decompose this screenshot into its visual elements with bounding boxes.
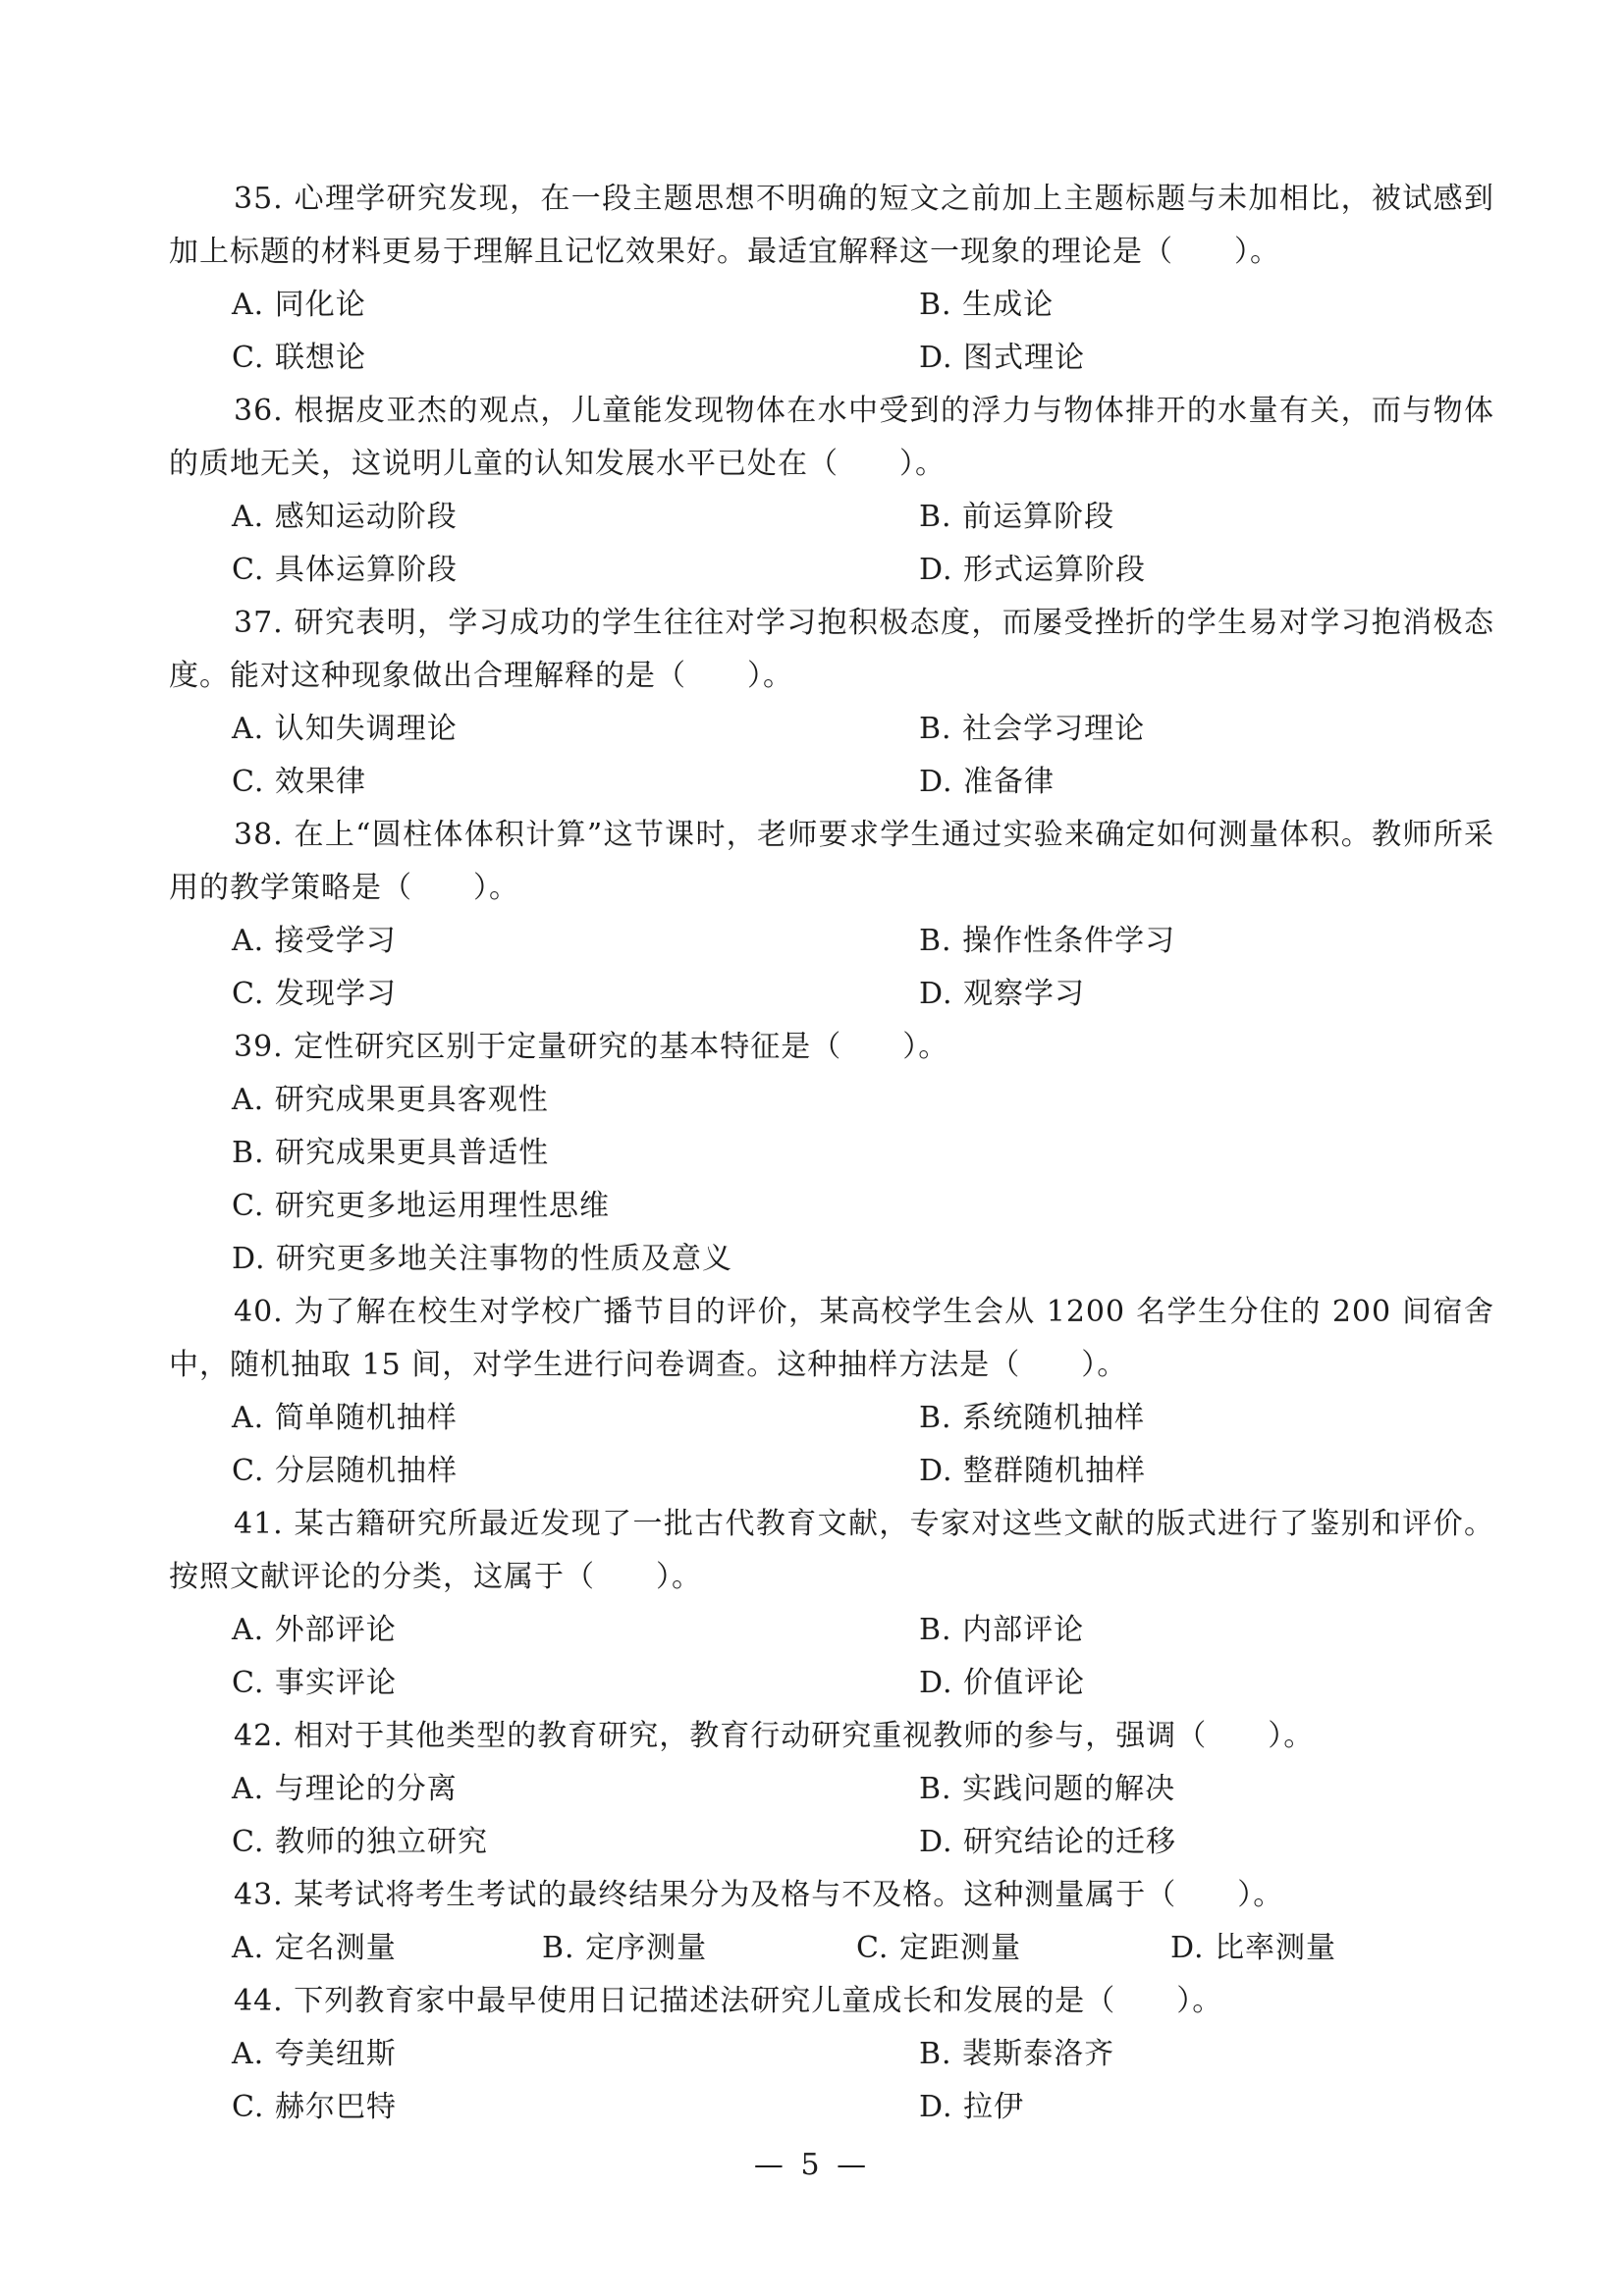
option-b: B. 定序测量 (542, 1931, 708, 1965)
option-a: A. 研究成果更具客观性 (232, 1083, 549, 1117)
option-a: A. 外部评论 (232, 1613, 397, 1647)
question-stem: 36. 根据皮亚杰的观点，儿童能发现物体在水中受到的浮力与物体排开的水量有关，而与物体的质地无关，这说明儿童的认知发展水平已处在（ ）。 (169, 394, 1494, 481)
option-b: B. 内部评论 (919, 1613, 1085, 1647)
question-36 (169, 385, 1494, 597)
question-stem: 42. 相对于其他类型的教育研究，教育行动研究重视教师的参与，强调（ ）。 (234, 1719, 1315, 1753)
question-stem: 44. 下列教育家中最早使用日记描述法研究儿童成长和发展的是（ ）。 (234, 1984, 1223, 2018)
option-c: C. 教师的独立研究 (232, 1825, 488, 1859)
option-c: C. 发现学习 (232, 977, 397, 1011)
option-b: B. 实践问题的解决 (919, 1772, 1176, 1806)
option-c: C. 联想论 (232, 341, 366, 375)
option-list (169, 1922, 1494, 1975)
option-c: C. 具体运算阶段 (232, 553, 458, 587)
question-stem: 35. 心理学研究发现，在一段主题思想不明确的短文之前加上主题标题与未加相比，被试感到加上标题的材料更易于理解且记忆效果好。最适宜解释这一现象的理论是（ ）。 (169, 182, 1494, 269)
option-a: A. 简单随机抽样 (232, 1401, 458, 1435)
option-c: C. 效果律 (232, 765, 366, 799)
option-list (169, 491, 1494, 597)
question-39 (169, 1021, 1494, 1286)
option-d: D. 图式理论 (919, 341, 1086, 375)
option-b: B. 操作性条件学习 (919, 924, 1176, 958)
option-b: B. 社会学习理论 (919, 712, 1146, 746)
option-list (169, 1074, 1494, 1286)
option-list (169, 1604, 1494, 1710)
question-list (169, 173, 1494, 2134)
question-40 (169, 1286, 1494, 1498)
option-a: A. 感知运动阶段 (232, 500, 458, 534)
question-35 (169, 173, 1494, 385)
option-list (169, 915, 1494, 1021)
question-stem: 41. 某古籍研究所最近发现了一批古代教育文献，专家对这些文献的版式进行了鉴别和评价。按照文献评论的分类，这属于（ ）。 (169, 1507, 1494, 1594)
option-c: C. 赫尔巴特 (232, 2090, 397, 2124)
question-42 (169, 1710, 1494, 1869)
option-b: B. 裴斯泰洛齐 (919, 2037, 1115, 2071)
option-d: D. 拉伊 (919, 2090, 1025, 2124)
option-a: A. 同化论 (232, 288, 366, 322)
option-d: D. 比率测量 (1170, 1931, 1337, 1965)
option-list (169, 703, 1494, 809)
question-43 (169, 1869, 1494, 1975)
option-b: B. 生成论 (919, 288, 1055, 322)
option-d: D. 观察学习 (919, 977, 1086, 1011)
option-d: D. 准备律 (919, 765, 1056, 799)
question-stem: 38. 在上“圆柱体体积计算”这节课时，老师要求学生通过实验来确定如何测量体积。教师所采用的教学策略是（ ）。 (169, 818, 1494, 905)
question-stem: 37. 研究表明，学习成功的学生往往对学习抱积极态度，而屡受挫折的学生易对学习抱消极态度。能对这种现象做出合理解释的是（ ）。 (169, 606, 1494, 693)
option-b: B. 研究成果更具普适性 (232, 1136, 550, 1170)
option-c: C. 分层随机抽样 (232, 1454, 458, 1488)
question-38 (169, 809, 1494, 1021)
question-44 (169, 1975, 1494, 2134)
option-a: A. 夸美纽斯 (232, 2037, 397, 2071)
option-a: A. 与理论的分离 (232, 1772, 458, 1806)
option-list (169, 1392, 1494, 1498)
question-41 (169, 1498, 1494, 1710)
option-list (169, 2028, 1494, 2134)
option-d: D. 研究更多地关注事物的性质及意义 (232, 1242, 733, 1276)
page-number: — 5 — (753, 2148, 871, 2182)
option-b: B. 系统随机抽样 (919, 1401, 1146, 1435)
option-a: A. 接受学习 (232, 924, 397, 958)
option-d: D. 价值评论 (919, 1666, 1086, 1700)
option-c: C. 研究更多地运用理性思维 (232, 1189, 610, 1223)
option-b: B. 前运算阶段 (919, 500, 1115, 534)
question-stem: 39. 定性研究区别于定量研究的基本特征是（ ）。 (234, 1030, 949, 1064)
question-37 (169, 597, 1494, 809)
option-c: C. 事实评论 (232, 1666, 397, 1700)
option-d: D. 整群随机抽样 (919, 1454, 1147, 1488)
option-a: A. 认知失调理论 (232, 712, 458, 746)
question-stem: 40. 为了解在校生对学校广播节目的评价，某高校学生会从 1200 名学生分住的 200 间宿舍中，随机抽取 15 间，对学生进行问卷调查。这种抽样方法是（ ）。 (169, 1295, 1494, 1382)
option-d: D. 形式运算阶段 (919, 553, 1147, 587)
option-list (169, 1763, 1494, 1869)
option-c: C. 定距测量 (856, 1931, 1021, 1965)
option-list (169, 279, 1494, 385)
option-a: A. 定名测量 (232, 1931, 397, 1965)
option-d: D. 研究结论的迁移 (919, 1825, 1177, 1859)
question-stem: 43. 某考试将考生考试的最终结果分为及格与不及格。这种测量属于（ ）。 (234, 1878, 1284, 1912)
